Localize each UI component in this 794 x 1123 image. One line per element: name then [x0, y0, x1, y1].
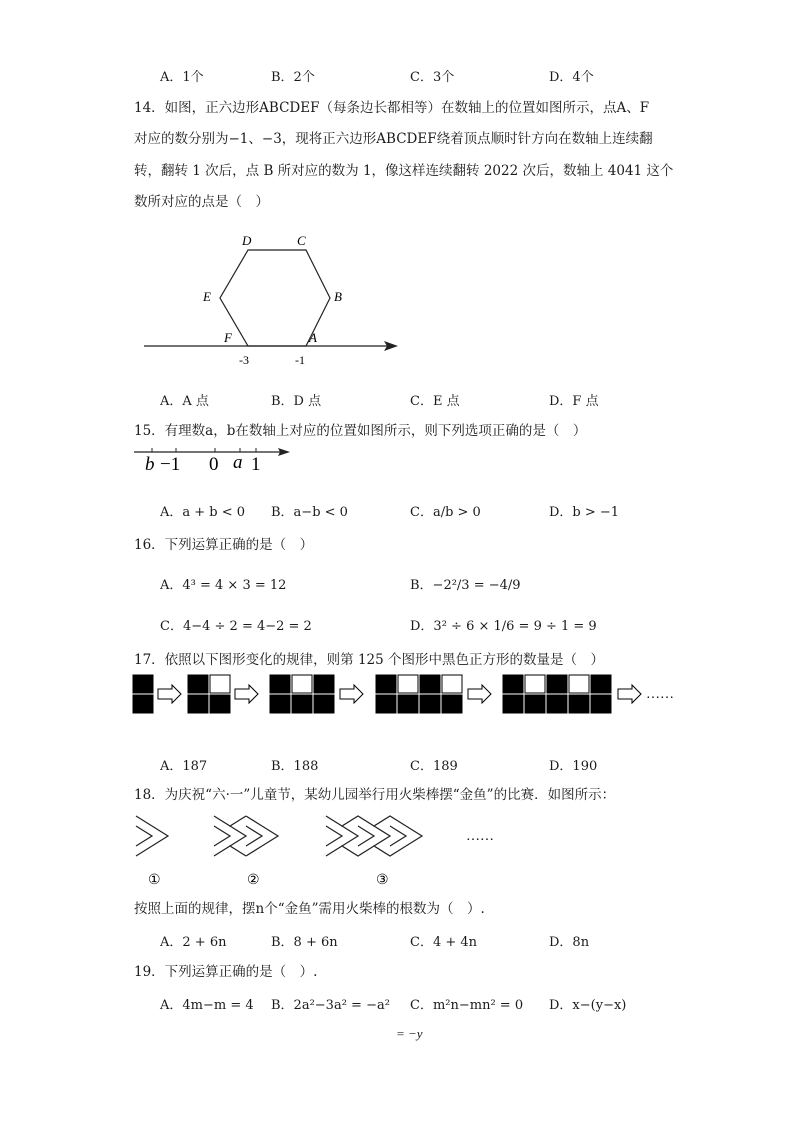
tick-label-minus-3: -3 — [239, 353, 249, 367]
q19-option-b: B．2a²−3a² = −a² — [271, 998, 390, 1013]
q18-option-b: B．8 + 6n — [271, 935, 338, 950]
q16-stem: 16．下列运算正确的是（ ） — [134, 537, 314, 553]
pattern-figure-4 — [376, 675, 462, 713]
q16-option-c: C．4−4 ÷ 2 = 4−2 = 2 — [160, 619, 312, 634]
q16-option-b: B．−2²/3 = −4/9 — [410, 578, 521, 593]
vertex-label-f: F — [224, 330, 232, 345]
hollow-arrow-icon — [235, 685, 258, 703]
q15-option-d: D．b > −1 — [549, 505, 620, 520]
q17-option-a: A．187 — [160, 759, 208, 774]
q14-stem-line-1: 14．如图，正六边形ABCDEF（每条边长都相等）在数轴上的位置如图所示，点A、F — [134, 100, 650, 116]
hollow-arrow-icon — [618, 685, 641, 703]
q14-option-c: C．E 点 — [410, 394, 460, 409]
vertex-label-c: C — [297, 233, 306, 248]
label-1: 1 — [251, 454, 261, 474]
q17-stem: 17．依照以下图形变化的规律，则第 125 个图形中黑色正方形的数量是（ ） — [134, 652, 605, 668]
q13-option-b: B．2个 — [271, 70, 315, 85]
vertex-label-d: D — [242, 233, 252, 248]
q14-option-a: A．A 点 — [160, 394, 209, 409]
q18-option-d: D．8n — [549, 935, 590, 950]
q14-stem-line-4: 数所对应的点是（ ） — [134, 194, 269, 210]
vertex-label-e: E — [203, 289, 211, 304]
vertex-label-a: A — [309, 330, 317, 345]
q17-square-pattern-figure — [130, 672, 690, 718]
hollow-arrow-icon — [158, 685, 181, 703]
q17-option-c: C．189 — [410, 759, 458, 774]
q17-option-d: D．190 — [549, 759, 598, 774]
fish-ellipsis: …… — [466, 829, 494, 844]
q18-question: 按照上面的规律，摆n个“金鱼”需用火柴棒的根数为（ ）. — [134, 901, 485, 917]
q16-option-d: D．3² ÷ 6 × 1/6 = 9 ÷ 1 = 9 — [410, 619, 597, 634]
q13-option-c: C．3个 — [410, 70, 455, 85]
q14-option-d: D．F 点 — [549, 394, 599, 409]
label-0: 0 — [209, 454, 219, 474]
q14-stem-line-3: 转，翻转 1 次后，点 B 所对应的数为 1，像这样连续翻转 2022 次后，数轴上 4041 这个 — [134, 163, 674, 179]
q15-option-a: A．a + b < 0 — [160, 505, 246, 520]
figure-label-3: ③ — [376, 873, 389, 888]
q19-option-c: C．m²n−mn² = 0 — [410, 998, 524, 1013]
hollow-arrow-icon — [340, 685, 363, 703]
q15-option-c: C．a/b > 0 — [410, 505, 481, 520]
q15-number-line — [130, 440, 295, 474]
q13-option-d: D．4个 — [549, 70, 594, 85]
vertex-label-b: B — [334, 289, 342, 304]
pattern-figure-3 — [270, 675, 334, 713]
q19-option-d-continuation: = −y — [396, 1026, 423, 1041]
q14-stem-line-2: 对应的数分别为−1、−3，现将正六边形ABCDEF绕着顶点顺时针方向在数轴上连续翻 — [134, 131, 653, 147]
figure-label-1: ① — [148, 873, 161, 888]
q17-option-b: B．188 — [271, 759, 319, 774]
q19-option-d: D．x−(y−x) — [549, 998, 627, 1013]
q16-option-a: A．4³ = 4 × 3 = 12 — [160, 578, 287, 593]
q18-stem: 18．为庆祝“六·一”儿童节，某幼儿园举行用火柴棒摆“金鱼”的比赛．如图所示： — [134, 787, 616, 803]
label-minus-1: −1 — [160, 454, 181, 474]
fish-figure-1 — [136, 816, 168, 856]
q15-option-b: B．a−b < 0 — [271, 505, 348, 520]
q13-option-a: A．1个 — [160, 70, 204, 85]
q18-option-a: A．2 + 6n — [160, 935, 227, 950]
figure-label-2: ② — [247, 873, 260, 888]
fish-figure-2 — [214, 816, 278, 856]
pattern-figure-5 — [503, 675, 611, 713]
q14-hexagon-figure — [140, 228, 410, 373]
q19-stem: 19．下列运算正确的是（ ）. — [134, 964, 318, 980]
q18-matchstick-fish-figure — [128, 812, 508, 892]
q18-option-c: C．4 + 4n — [410, 935, 478, 950]
label-a: a — [233, 452, 243, 473]
tick-label-minus-1: -1 — [295, 353, 305, 367]
q15-stem: 15．有理数a，b在数轴上对应的位置如图所示，则下列选项正确的是（ ） — [134, 423, 587, 439]
q14-option-b: B．D 点 — [271, 394, 322, 409]
fish-figure-3 — [326, 816, 422, 856]
q19-option-a: A．4m−m = 4 — [160, 998, 254, 1013]
hollow-arrow-icon — [468, 685, 491, 703]
pattern-figure-1 — [133, 675, 153, 713]
label-b: b — [145, 454, 155, 474]
pattern-figure-2 — [188, 675, 230, 713]
pattern-ellipsis: …… — [646, 687, 674, 702]
